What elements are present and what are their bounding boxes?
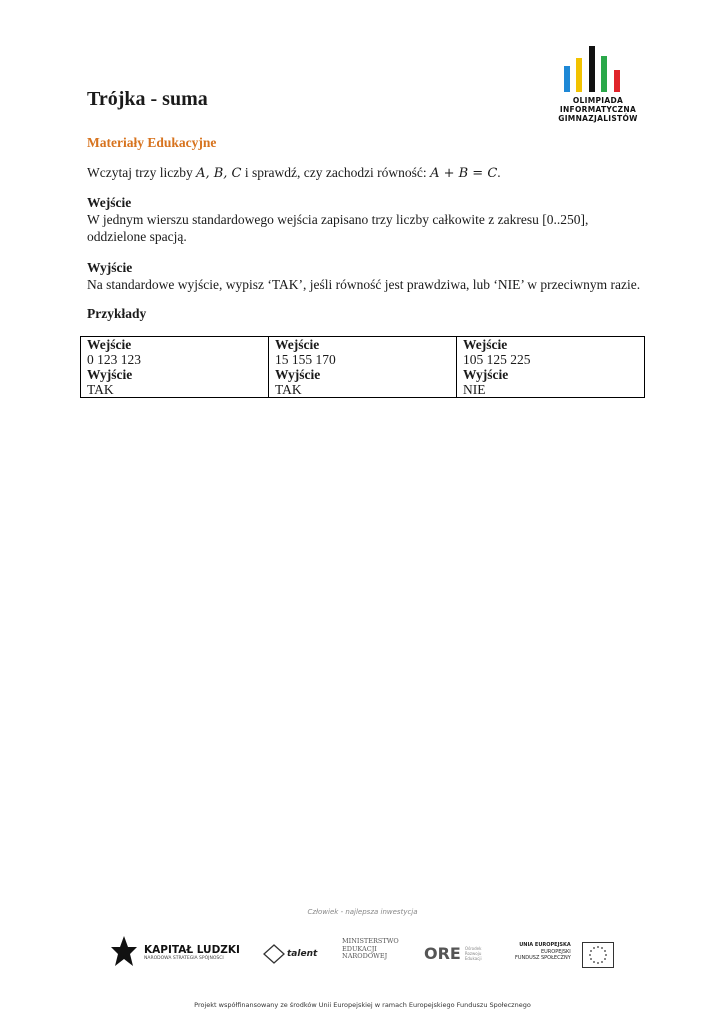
page-title: Trójka - suma	[87, 88, 208, 110]
logo-bars-icon	[548, 44, 648, 92]
logo-bar	[589, 46, 595, 92]
logo-text: OLIMPIADA INFORMATYCZNA GIMNAZJALISTÓW	[558, 96, 638, 123]
men-logo: MINISTERSTWO EDUKACJI NARODOWEJ	[342, 937, 399, 960]
output-section	[87, 259, 647, 293]
intro-vars: A, B, C	[196, 166, 242, 181]
output-text: Na standardowe wyjście, wypisz ‘TAK’, jeśli równość jest prawdziwa, lub ‘NIE’ w przeciwnym razie.	[87, 277, 641, 292]
kapital-ludzki-logo: KAPITAŁ LUDZKI NARODOWA STRATEGIA SPÓJNOŚCI	[110, 934, 240, 970]
ore-logo: ORE Ośrodek Rozwoju Edukacji	[424, 944, 482, 963]
examples-table	[80, 336, 645, 398]
talent-logo: talent	[263, 944, 317, 964]
section-label: Materiały Edukacyjne	[87, 135, 217, 150]
examples-heading: Przykłady	[87, 306, 147, 321]
kapital-star-icon	[110, 934, 138, 970]
example-cell: Wejście 105 125 225 Wyjście NIE	[457, 337, 645, 398]
logo-bar	[564, 66, 570, 92]
footer-note: Projekt współfinansowany ze środków Unii Europejskiej w ramach Europejskiego Funduszu Społecznego	[194, 1001, 531, 1009]
talent-icon	[263, 944, 285, 964]
example-cell: Wejście 0 123 123 Wyjście TAK	[81, 337, 269, 398]
input-heading: Wejście	[87, 195, 132, 210]
olimpiada-logo	[548, 44, 648, 123]
logo-bar	[614, 70, 620, 92]
eu-flag-icon	[582, 942, 614, 968]
ue-logo: UNIA EUROPEJSKA EUROPEJSKI FUNDUSZ SPOŁECZNY	[515, 942, 571, 961]
output-heading: Wyjście	[87, 260, 133, 275]
logo-bar	[601, 56, 607, 92]
logo-bar	[576, 58, 582, 92]
input-section	[87, 194, 647, 245]
footer-logos	[110, 934, 615, 974]
intro-paragraph: Wczytaj trzy liczby A, B, C i sprawdź, czy zachodzi równość: A + B = C.	[87, 165, 501, 181]
example-cell: Wejście 15 155 170 Wyjście TAK	[269, 337, 457, 398]
intro-equation: A + B = C	[430, 166, 498, 181]
input-text: W jednym wierszu standardowego wejścia zapisano trzy liczby całkowite z zakresu [0..250], oddzielone spacją.	[87, 212, 589, 244]
footer-slogan: Człowiek - najlepsza inwestycja	[307, 908, 418, 916]
